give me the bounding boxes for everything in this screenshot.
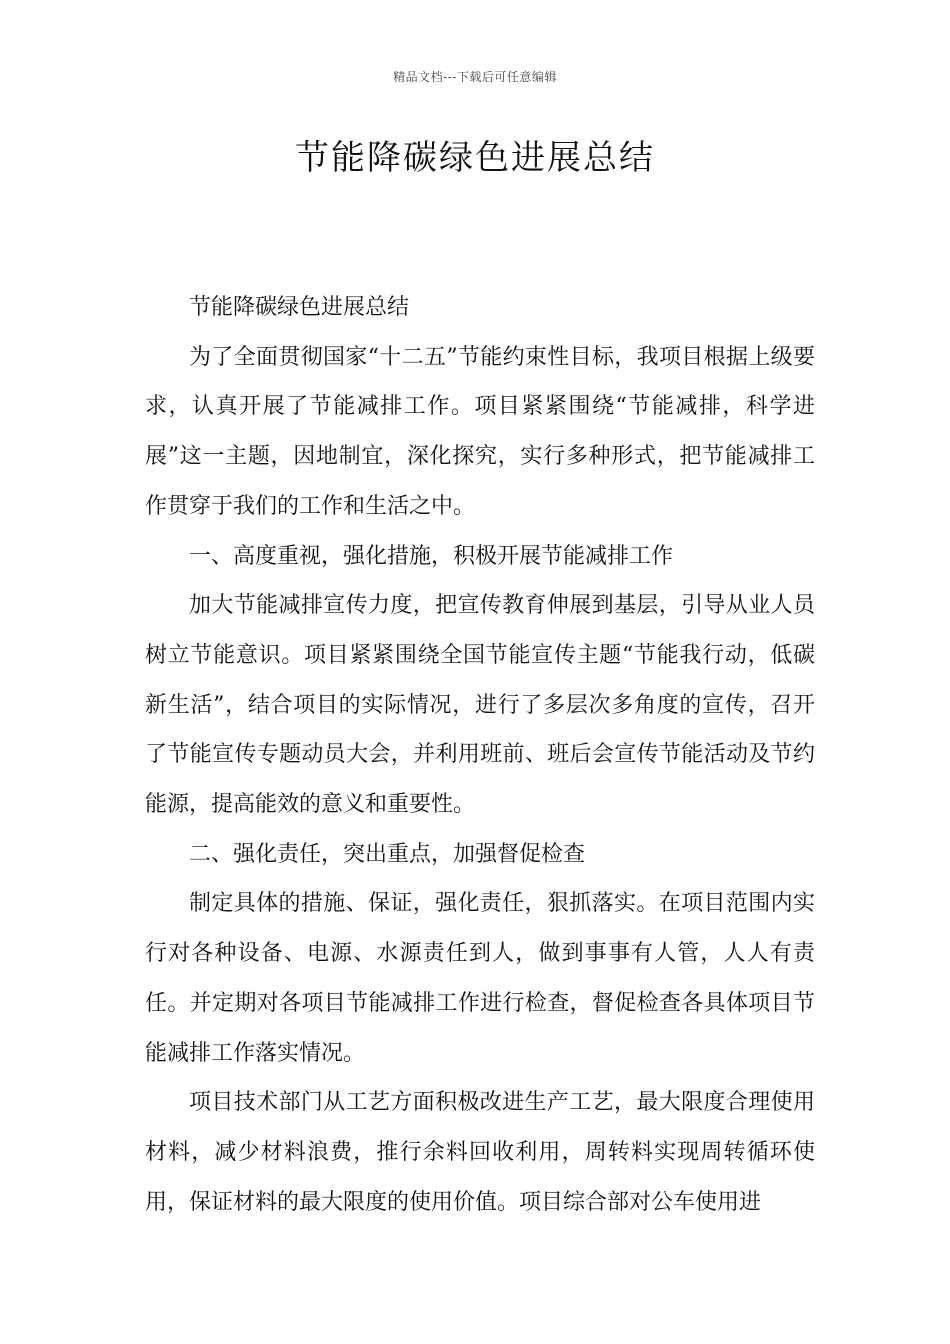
document-title: 节能降碳绿色进展总结 xyxy=(295,138,655,178)
paragraph-intro: 为了全面贯彻国家“十二五”节能约束性目标，我项目根据上级要求，认真开展了节能减排工作。项目紧紧围绕“节能减排，科学进展”这一主题，因地制宜，深化探究，实行多种形式，把节能减排工作贯穿于我们的工作和生活之中。 xyxy=(145,344,815,519)
document-body xyxy=(145,283,815,1227)
paragraph-section-2-continued: 项目技术部门从工艺方面积极改进生产工艺，最大限度合理使用材料，减少材料浪费，推行余料回收利用，周转料实现周转循环使用，保证材料的最大限度的使用价值。项目综合部对公车使用进 xyxy=(145,1090,815,1215)
paragraph-subtitle: 节能降碳绿色进展总结 xyxy=(189,295,410,320)
paragraph-section-1: 加大节能减排宣传力度，把宣传教育伸展到基层，引导从业人员树立节能意识。项目紧紧围绕全国节能宣传主题“节能我行动，低碳新生活”，结合项目的实际情况，进行了多层次多角度的宣传，召开了节能宣传专题动员大会，并利用班前、班后会宣传节能活动及节约能源，提高能效的意义和重要性。 xyxy=(145,593,815,818)
header-note: 精品文档---下载后可任意编辑 xyxy=(393,70,557,84)
section-heading-2: 二、强化责任，突出重点，加强督促检查 xyxy=(189,841,586,867)
section-heading-1: 一、高度重视，强化措施，积极开展节能减排工作 xyxy=(189,543,674,569)
paragraph-section-2: 制定具体的措施、保证，强化责任，狠抓落实。在项目范围内实行对各种设备、电源、水源责任到人，做到事事有人管，人人有责任。并定期对各项目节能减排工作进行检查，督促检查各具体项目节能减排工作落实情况。 xyxy=(145,891,815,1066)
